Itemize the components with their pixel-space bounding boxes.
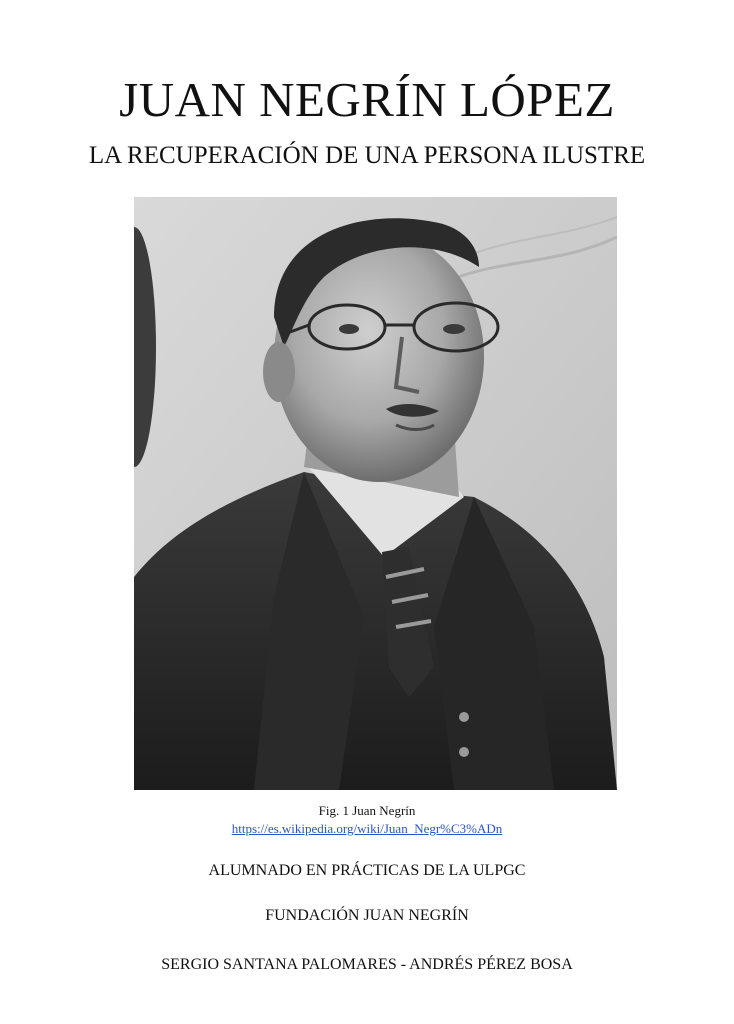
portrait-photo	[134, 197, 617, 790]
document-title: JUAN NEGRÍN LÓPEZ	[119, 72, 615, 127]
credits-foundation: FUNDACIÓN JUAN NEGRÍN	[265, 907, 469, 924]
figure-source	[0, 821, 734, 837]
figure-caption: Fig. 1 Juan Negrín	[318, 803, 416, 818]
credits-students: ALUMNADO EN PRÁCTICAS DE LA ULPGC	[208, 862, 526, 879]
credits-authors: SERGIO SANTANA PALOMARES - ANDRÉS PÉREZ BOSA	[161, 956, 573, 973]
document-subtitle: LA RECUPERACIÓN DE UNA PERSONA ILUSTRE	[88, 142, 646, 169]
wikipedia-link[interactable]: https://es.wikipedia.org/wiki/Juan_Negr%C3%ADn	[231, 821, 503, 836]
